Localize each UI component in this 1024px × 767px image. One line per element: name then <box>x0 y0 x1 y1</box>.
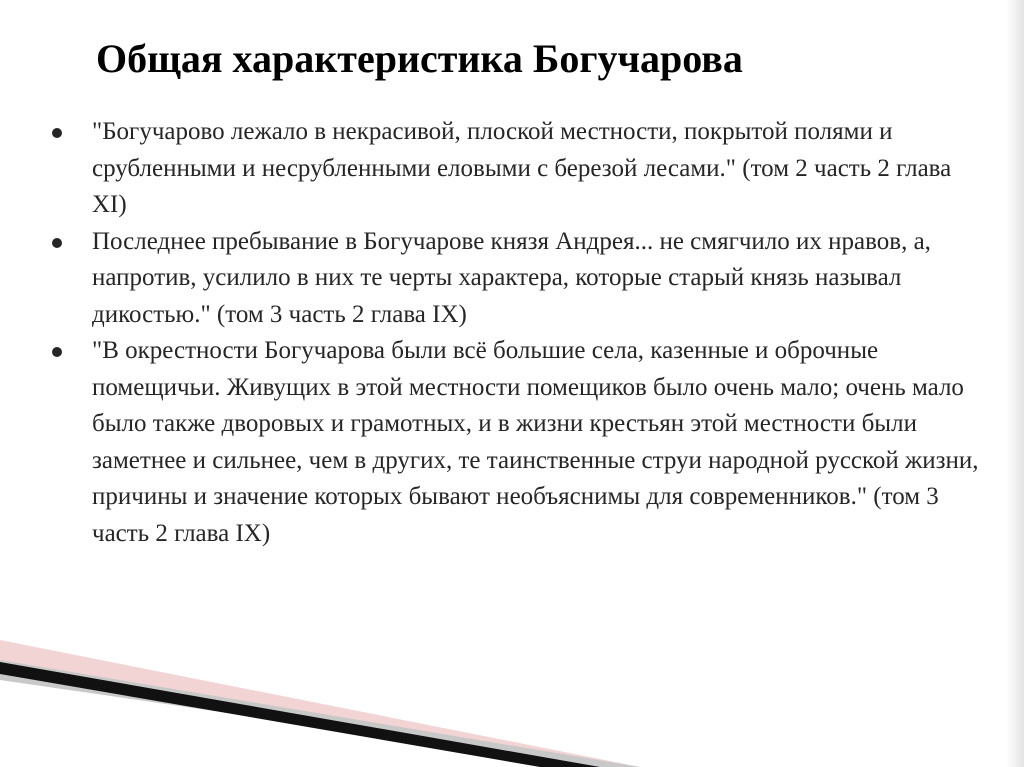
bullet-text: "В окрестности Богучарова были всё большие села, казенные и оброчные помещичьи. Живущих в этой местности помещиков было очень мало; очень мало было также дворовых и грамотных, и в жизни крестьян этой местности были заметнее и сильнее, чем в других, те таинственные струи народной русской жизни, причины и значение которых бывают необъяснимы для современников." (том 3 часть 2 глава IX) <box>92 337 979 547</box>
bullet-text: Последнее пребывание в Богучарове князя Андрея... не смягчило их нравов, а, напротив, усилило в них те черты характера, которые старый князь называл дикостью." (том 3 часть 2 глава IX) <box>92 227 931 328</box>
bullet-text: "Богучарово лежало в некрасивой, плоской местности, покрытой полями и срубленными и несрубленными еловыми с березой лесами." (том 2 часть 2 глава XI) <box>92 118 952 218</box>
decorative-stripes <box>0 640 1024 767</box>
bullet-dot-icon <box>52 347 62 357</box>
bullet-item <box>50 333 980 552</box>
bullet-list <box>50 114 980 552</box>
stripe-dark <box>0 662 600 767</box>
stripe-pink <box>0 640 640 767</box>
slide-title: Общая характеристика Богучарова <box>96 36 743 81</box>
bullet-dot-icon <box>52 238 62 248</box>
bullet-item <box>50 224 980 334</box>
bullet-dot-icon <box>52 128 62 138</box>
bullet-item <box>50 114 980 224</box>
